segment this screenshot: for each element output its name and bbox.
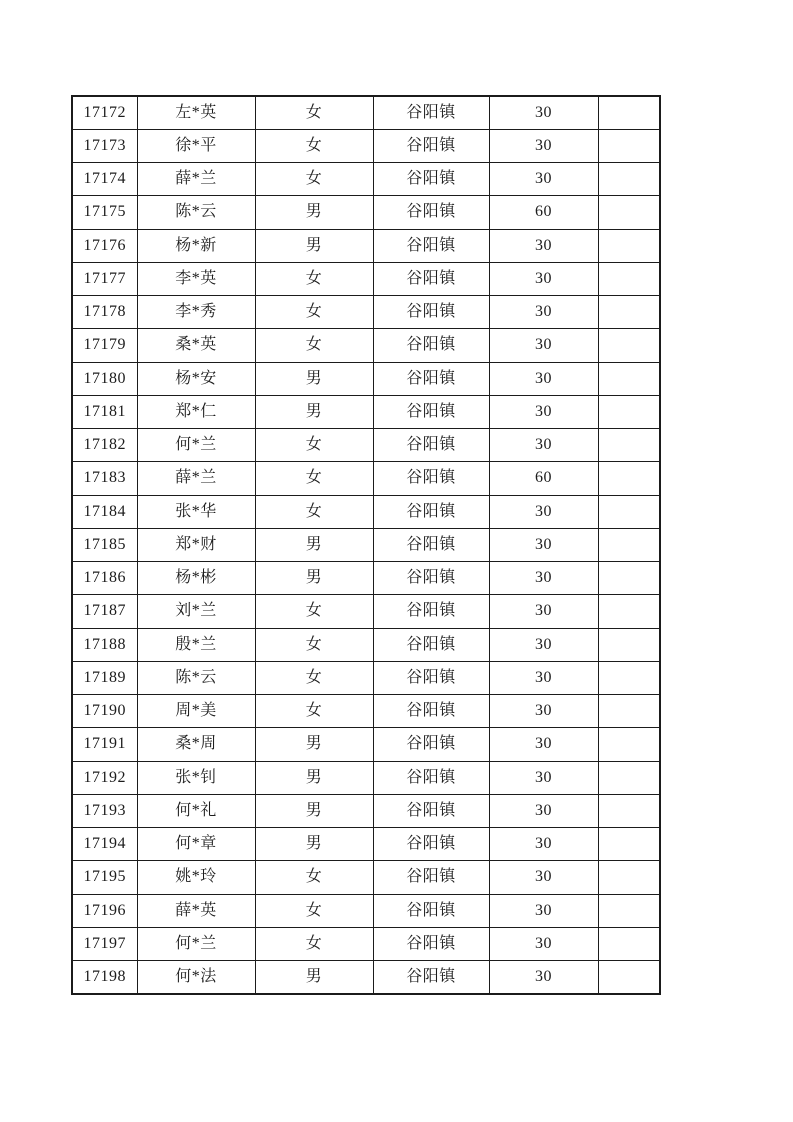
cell-name: 何*礼 [137,794,255,827]
cell-town: 谷阳镇 [373,462,489,495]
cell-amount: 30 [489,695,598,728]
cell-serial-number: 17174 [72,163,137,196]
cell-serial-number: 17185 [72,528,137,561]
cell-note [598,695,660,728]
cell-note [598,794,660,827]
cell-amount: 30 [489,329,598,362]
cell-name: 何*章 [137,828,255,861]
cell-amount: 30 [489,794,598,827]
cell-note [598,395,660,428]
cell-town: 谷阳镇 [373,129,489,162]
cell-town: 谷阳镇 [373,429,489,462]
cell-name: 何*兰 [137,927,255,960]
cell-amount: 30 [489,927,598,960]
cell-amount: 30 [489,362,598,395]
cell-serial-number: 17188 [72,628,137,661]
table-row [72,296,660,329]
cell-gender: 女 [255,262,373,295]
cell-town: 谷阳镇 [373,894,489,927]
table-row [72,695,660,728]
table-row [72,927,660,960]
cell-amount: 30 [489,661,598,694]
cell-town: 谷阳镇 [373,828,489,861]
cell-note [598,661,660,694]
table-row [72,196,660,229]
cell-gender: 女 [255,894,373,927]
cell-amount: 30 [489,163,598,196]
table-row [72,262,660,295]
cell-serial-number: 17176 [72,229,137,262]
table-row [72,661,660,694]
cell-serial-number: 17187 [72,595,137,628]
cell-gender: 女 [255,495,373,528]
cell-town: 谷阳镇 [373,728,489,761]
cell-town: 谷阳镇 [373,562,489,595]
cell-gender: 女 [255,595,373,628]
cell-town: 谷阳镇 [373,528,489,561]
cell-note [598,296,660,329]
roster-table-body [72,96,660,994]
cell-name: 杨*安 [137,362,255,395]
table-row [72,794,660,827]
cell-gender: 女 [255,296,373,329]
table-row [72,462,660,495]
cell-gender: 男 [255,961,373,994]
table-row [72,495,660,528]
cell-name: 薛*兰 [137,163,255,196]
cell-amount: 30 [489,728,598,761]
cell-amount: 30 [489,828,598,861]
cell-serial-number: 17182 [72,429,137,462]
cell-note [598,894,660,927]
cell-note [598,927,660,960]
table-row [72,628,660,661]
cell-name: 薛*英 [137,894,255,927]
cell-serial-number: 17180 [72,362,137,395]
cell-amount: 30 [489,395,598,428]
cell-amount: 30 [489,528,598,561]
cell-town: 谷阳镇 [373,595,489,628]
cell-note [598,462,660,495]
cell-town: 谷阳镇 [373,96,489,129]
table-row [72,595,660,628]
cell-note [598,362,660,395]
cell-amount: 30 [489,96,598,129]
table-row [72,528,660,561]
cell-town: 谷阳镇 [373,395,489,428]
cell-amount: 30 [489,562,598,595]
cell-note [598,861,660,894]
cell-name: 周*美 [137,695,255,728]
cell-serial-number: 17172 [72,96,137,129]
cell-note [598,628,660,661]
table-row [72,329,660,362]
table-row [72,362,660,395]
cell-amount: 60 [489,462,598,495]
cell-town: 谷阳镇 [373,329,489,362]
table-row [72,395,660,428]
cell-serial-number: 17181 [72,395,137,428]
cell-town: 谷阳镇 [373,661,489,694]
cell-town: 谷阳镇 [373,927,489,960]
cell-serial-number: 17184 [72,495,137,528]
table-row [72,728,660,761]
cell-town: 谷阳镇 [373,861,489,894]
cell-gender: 女 [255,661,373,694]
cell-amount: 30 [489,262,598,295]
cell-amount: 30 [489,894,598,927]
beneficiary-roster-table [71,95,661,995]
cell-note [598,129,660,162]
cell-town: 谷阳镇 [373,229,489,262]
cell-note [598,262,660,295]
cell-town: 谷阳镇 [373,196,489,229]
cell-name: 李*秀 [137,296,255,329]
cell-amount: 30 [489,229,598,262]
cell-serial-number: 17191 [72,728,137,761]
cell-serial-number: 17173 [72,129,137,162]
cell-name: 郑*仁 [137,395,255,428]
cell-gender: 男 [255,728,373,761]
cell-gender: 男 [255,761,373,794]
cell-serial-number: 17183 [72,462,137,495]
cell-note [598,961,660,994]
cell-serial-number: 17177 [72,262,137,295]
cell-amount: 30 [489,595,598,628]
cell-gender: 女 [255,695,373,728]
cell-note [598,828,660,861]
cell-amount: 30 [489,129,598,162]
cell-note [598,329,660,362]
cell-amount: 60 [489,196,598,229]
cell-note [598,196,660,229]
cell-name: 陈*云 [137,661,255,694]
cell-serial-number: 17198 [72,961,137,994]
cell-gender: 男 [255,229,373,262]
cell-serial-number: 17178 [72,296,137,329]
cell-name: 杨*彬 [137,562,255,595]
cell-gender: 女 [255,628,373,661]
cell-name: 陈*云 [137,196,255,229]
cell-serial-number: 17193 [72,794,137,827]
cell-gender: 男 [255,362,373,395]
table-row [72,828,660,861]
cell-name: 姚*玲 [137,861,255,894]
cell-name: 张*华 [137,495,255,528]
cell-note [598,595,660,628]
cell-town: 谷阳镇 [373,961,489,994]
table-row [72,229,660,262]
cell-serial-number: 17189 [72,661,137,694]
table-row [72,894,660,927]
cell-serial-number: 17186 [72,562,137,595]
table-row [72,96,660,129]
cell-town: 谷阳镇 [373,495,489,528]
cell-note [598,528,660,561]
cell-note [598,429,660,462]
cell-gender: 女 [255,163,373,196]
cell-gender: 男 [255,395,373,428]
cell-note [598,229,660,262]
cell-gender: 男 [255,794,373,827]
cell-amount: 30 [489,495,598,528]
cell-serial-number: 17179 [72,329,137,362]
cell-note [598,728,660,761]
cell-serial-number: 17197 [72,927,137,960]
cell-amount: 30 [489,961,598,994]
cell-serial-number: 17195 [72,861,137,894]
cell-name: 左*英 [137,96,255,129]
cell-town: 谷阳镇 [373,794,489,827]
cell-town: 谷阳镇 [373,163,489,196]
cell-town: 谷阳镇 [373,761,489,794]
cell-amount: 30 [489,761,598,794]
cell-gender: 女 [255,429,373,462]
cell-name: 刘*兰 [137,595,255,628]
cell-name: 郑*财 [137,528,255,561]
cell-name: 何*兰 [137,429,255,462]
cell-name: 李*英 [137,262,255,295]
cell-name: 薛*兰 [137,462,255,495]
cell-serial-number: 17175 [72,196,137,229]
cell-note [598,562,660,595]
cell-serial-number: 17196 [72,894,137,927]
table-row [72,129,660,162]
cell-gender: 女 [255,129,373,162]
cell-note [598,495,660,528]
cell-gender: 女 [255,462,373,495]
cell-name: 桑*周 [137,728,255,761]
cell-gender: 女 [255,927,373,960]
cell-serial-number: 17194 [72,828,137,861]
cell-note [598,761,660,794]
cell-gender: 女 [255,329,373,362]
cell-amount: 30 [489,628,598,661]
cell-town: 谷阳镇 [373,262,489,295]
cell-name: 杨*新 [137,229,255,262]
cell-note [598,96,660,129]
cell-gender: 女 [255,96,373,129]
cell-name: 徐*平 [137,129,255,162]
cell-town: 谷阳镇 [373,296,489,329]
cell-serial-number: 17192 [72,761,137,794]
cell-gender: 女 [255,861,373,894]
table-row [72,861,660,894]
cell-gender: 男 [255,828,373,861]
table-row [72,163,660,196]
cell-town: 谷阳镇 [373,628,489,661]
table-row [72,961,660,994]
cell-amount: 30 [489,429,598,462]
cell-town: 谷阳镇 [373,362,489,395]
cell-name: 张*钊 [137,761,255,794]
cell-name: 桑*英 [137,329,255,362]
cell-amount: 30 [489,296,598,329]
cell-amount: 30 [489,861,598,894]
cell-gender: 男 [255,196,373,229]
cell-gender: 男 [255,528,373,561]
cell-note [598,163,660,196]
cell-name: 殷*兰 [137,628,255,661]
cell-name: 何*法 [137,961,255,994]
cell-gender: 男 [255,562,373,595]
cell-town: 谷阳镇 [373,695,489,728]
table-row [72,562,660,595]
cell-serial-number: 17190 [72,695,137,728]
table-row [72,761,660,794]
table-row [72,429,660,462]
